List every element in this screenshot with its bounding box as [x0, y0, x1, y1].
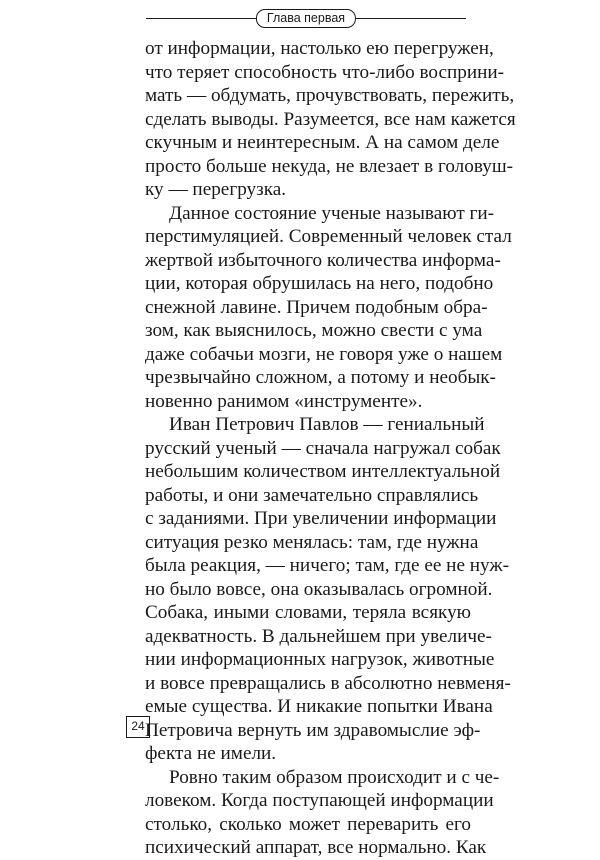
paragraph — [145, 766, 500, 860]
text-line: ситуация резко менялась: там, где нужна — [145, 531, 479, 553]
text-line: небольшим количеством интеллектуальной — [145, 461, 501, 482]
text-line: просто больше некуда, не влезает в головуш- — [145, 155, 514, 177]
text-line: сделать выводы. Разумеется, все нам кажется — [145, 108, 516, 130]
text-line: от информации, настолько ею перегружен, — [145, 38, 494, 59]
text-line: Собака, иными словами, теряла всякую — [145, 602, 471, 623]
text-line: но было вовсе, она оказывалась огромной. — [145, 578, 493, 600]
text-line: была реакция, — ничего; там, где ее не нуж- — [145, 555, 510, 576]
text-line: ловеком. Когда поступающей информации — [145, 790, 494, 811]
text-line: нии информационных нагрузок, животные — [145, 649, 495, 670]
paragraph — [145, 413, 511, 766]
text-line: работы, и они замечательно справлялись — [145, 484, 479, 506]
text-line: новенно ранимом «инструменте». — [145, 390, 423, 412]
text-line: и вовсе превращались в абсолютно невменя- — [145, 672, 511, 694]
text-line: емые существа. И никакие попытки Ивана — [145, 696, 493, 717]
text-line: Иван Петрович Павлов — гениальный — [169, 414, 485, 435]
page-number: 24 — [126, 716, 150, 738]
paragraph — [145, 202, 512, 414]
paragraph — [145, 37, 516, 202]
text-line: жертвой избыточного количества информа- — [145, 249, 501, 271]
text-line: зом, как выяснилось, можно свести с ума — [145, 320, 483, 341]
text-line: фекта не имели. — [145, 743, 277, 764]
text-line: что теряет способность что-либо восприни- — [145, 61, 505, 83]
text-line: Ровно таким образом происходит и с че- — [169, 766, 500, 788]
text-line: чрезвычайно сложном, а потому и необык- — [145, 367, 496, 388]
text-line: психический аппарат, все нормально. Как — [145, 837, 487, 858]
text-line: ку — перегрузка. — [145, 179, 287, 200]
chapter-title: Глава первая — [256, 9, 356, 28]
text-line: Данное состояние ученые называют ги- — [169, 202, 495, 224]
text-line: мать — обдумать, прочувствовать, пережить, — [145, 85, 515, 106]
text-line: адекватность. В дальнейшем при увеличе- — [145, 625, 492, 647]
text-line: с заданиями. При увеличении информации — [145, 508, 497, 529]
text-line: столько, сколько может переварить его — [145, 813, 471, 835]
body-text — [145, 37, 516, 860]
text-line: ции, которая обрушилась на него, подобно — [145, 273, 494, 294]
running-head — [146, 9, 466, 29]
text-line: Петровича вернуть им здравомыслие эф- — [145, 719, 481, 741]
text-line: скучным и неинтересным. А на самом деле — [145, 132, 500, 153]
text-line: русский ученый — сначала нагружал собак — [145, 437, 501, 459]
text-line: перстимуляцией. Современный человек стал — [145, 226, 512, 247]
text-line: снежной лавине. Причем подобным обра- — [145, 296, 488, 318]
text-line: даже собачьи мозги, не говоря уже о нашем — [145, 343, 503, 365]
